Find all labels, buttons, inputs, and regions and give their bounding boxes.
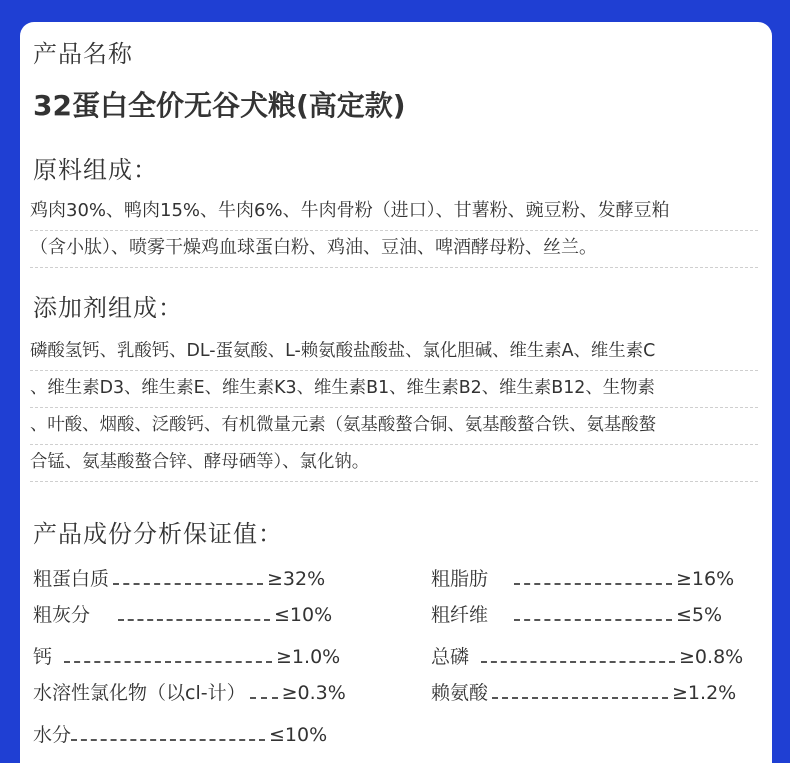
analysis-table bbox=[33, 560, 753, 750]
analysis-row bbox=[431, 600, 722, 627]
analysis-name: 钙 bbox=[33, 646, 53, 668]
analysis-heading: 产品成份分析保证值： bbox=[33, 520, 283, 548]
analysis-row bbox=[33, 564, 325, 591]
analysis-row bbox=[431, 678, 736, 705]
leader-dashes bbox=[250, 697, 278, 699]
analysis-name: 粗纤维 bbox=[431, 604, 489, 626]
analysis-name: 总磷 bbox=[431, 646, 470, 668]
product-title: 32蛋白全价无谷犬粮(高定款) bbox=[33, 89, 406, 122]
ingredients-list bbox=[30, 194, 758, 268]
analysis-name: 水分 bbox=[33, 724, 72, 746]
ingredients-heading: 原料组成： bbox=[33, 156, 158, 184]
analysis-value: ≤10% bbox=[274, 604, 333, 626]
analysis-row bbox=[33, 642, 340, 669]
ingredients-line: （含小肽）、喷雾干燥鸡血球蛋白粉、鸡油、豆油、啤酒酵母粉、丝兰。 bbox=[30, 231, 758, 268]
analysis-value: ≥1.2% bbox=[672, 682, 737, 704]
product-name-label: 产品名称 bbox=[33, 40, 133, 68]
analysis-value: ≥0.3% bbox=[281, 682, 346, 704]
leader-dashes bbox=[64, 661, 272, 663]
leader-dashes bbox=[113, 583, 263, 585]
leader-dashes bbox=[71, 739, 265, 741]
additives-line: 、维生素D3、维生素E、维生素K3、维生素B1、维生素B2、维生素B12、生物素 bbox=[30, 371, 758, 408]
leader-dashes bbox=[118, 619, 270, 621]
analysis-row bbox=[431, 642, 743, 669]
additives-line: 、叶酸、烟酸、泛酸钙、有机微量元素（氨基酸螯合铜、氨基酸螯合铁、氨基酸螯 bbox=[30, 408, 758, 445]
leader-dashes bbox=[492, 697, 668, 699]
analysis-value: ≥1.0% bbox=[276, 646, 341, 668]
ingredients-line: 鸡肉30%、鸭肉15%、牛肉6%、牛肉骨粉（进口）、甘薯粉、豌豆粉、发酵豆粕 bbox=[30, 194, 758, 231]
analysis-value: ≤10% bbox=[269, 724, 328, 746]
leader-dashes bbox=[514, 583, 672, 585]
additives-list bbox=[30, 334, 758, 482]
analysis-value: ≥16% bbox=[676, 568, 735, 590]
analysis-row bbox=[33, 678, 346, 705]
analysis-row bbox=[431, 564, 734, 591]
analysis-row bbox=[33, 600, 332, 627]
analysis-name: 粗灰分 bbox=[33, 604, 91, 626]
additives-line: 磷酸氢钙、乳酸钙、DL-蛋氨酸、L-赖氨酸盐酸盐、氯化胆碱、维生素A、维生素C bbox=[30, 334, 758, 371]
analysis-name: 粗脂肪 bbox=[431, 568, 489, 590]
additives-heading: 添加剂组成： bbox=[33, 294, 183, 322]
analysis-value: ≥32% bbox=[267, 568, 326, 590]
analysis-name: 赖氨酸 bbox=[431, 682, 489, 704]
analysis-row bbox=[33, 720, 327, 747]
leader-dashes bbox=[481, 661, 675, 663]
leader-dashes bbox=[514, 619, 672, 621]
additives-line: 合锰、氨基酸螯合锌、酵母硒等）、氯化钠。 bbox=[30, 445, 758, 482]
analysis-value: ≤5% bbox=[676, 604, 723, 626]
analysis-name: 水溶性氯化物（以cl-计） bbox=[33, 682, 246, 704]
analysis-value: ≥0.8% bbox=[679, 646, 744, 668]
analysis-name: 粗蛋白质 bbox=[33, 568, 110, 590]
